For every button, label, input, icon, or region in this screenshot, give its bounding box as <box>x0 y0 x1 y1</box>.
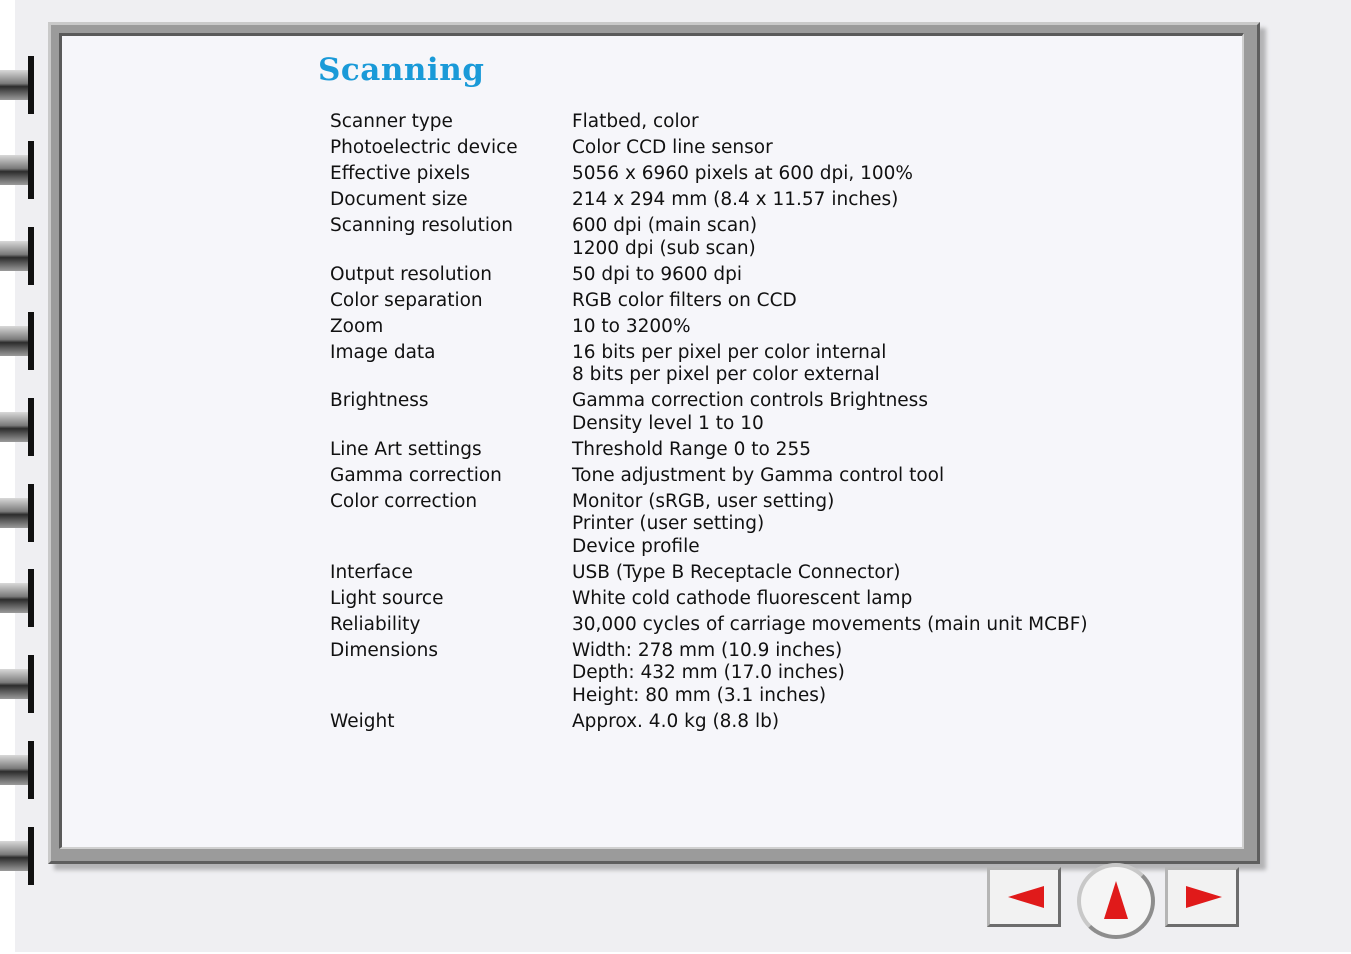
binder-ring <box>0 141 34 199</box>
spec-label: Gamma correction <box>330 464 502 486</box>
spec-values <box>572 562 1090 585</box>
spec-label: Color correction <box>330 490 478 512</box>
spec-value: Color CCD line sensor <box>572 137 773 158</box>
binder-ring <box>0 227 34 285</box>
spec-row <box>330 290 1090 313</box>
previous-page-button[interactable] <box>987 867 1061 927</box>
spec-label: Scanner type <box>330 111 453 132</box>
binder-ring <box>0 827 34 885</box>
spec-label: Line Art settings <box>330 438 482 460</box>
spec-value: Approx. 4.0 kg (8.8 lb) <box>572 710 780 732</box>
up-button[interactable] <box>1077 863 1155 939</box>
spec-value: 10 to 3200% <box>572 315 691 337</box>
spec-row <box>330 390 1090 435</box>
spec-values <box>572 640 1090 708</box>
spec-values <box>572 390 1090 435</box>
spec-value: 5056 x 6960 pixels at 600 dpi, 100% <box>572 163 913 184</box>
spec-label: Brightness <box>330 390 429 411</box>
spec-row <box>330 137 1090 160</box>
spec-value: Height: 80 mm (3.1 inches) <box>572 684 827 706</box>
spec-values <box>572 290 1090 313</box>
spec-row <box>330 189 1090 212</box>
spec-value: Monitor (sRGB, user setting) <box>572 490 835 512</box>
spec-label: Dimensions <box>330 639 438 661</box>
spec-values <box>572 439 1090 462</box>
spec-row <box>330 711 1090 734</box>
spec-label: Zoom <box>330 315 384 337</box>
spec-value: Device profile <box>572 535 700 557</box>
spec-label: Color separation <box>330 289 483 311</box>
spec-row <box>330 562 1090 585</box>
spec-values <box>572 111 1090 134</box>
spec-row <box>330 465 1090 488</box>
spec-row <box>330 439 1090 462</box>
binder-ring <box>0 398 34 456</box>
spec-values <box>572 215 1090 260</box>
spec-values <box>572 342 1090 387</box>
spec-row <box>330 342 1090 387</box>
spec-values <box>572 465 1090 488</box>
spec-value: 1200 dpi (sub scan) <box>572 237 756 259</box>
binder-ring <box>0 56 34 114</box>
spec-values <box>572 163 1090 186</box>
spec-label: Output resolution <box>330 263 492 285</box>
spec-row <box>330 491 1090 559</box>
spec-label: Reliability <box>330 613 421 635</box>
spec-value: Gamma correction controls Brightness <box>572 390 928 411</box>
spec-label: Scanning resolution <box>330 215 514 236</box>
spec-label: Weight <box>330 710 395 732</box>
spec-label: Photoelectric device <box>330 137 518 158</box>
spec-label: Interface <box>330 561 413 583</box>
spec-value: 16 bits per pixel per color internal <box>572 341 887 363</box>
spec-label: Light source <box>330 587 444 609</box>
spec-row <box>330 614 1090 637</box>
page-title: Scanning <box>318 52 485 88</box>
spec-value: Threshold Range 0 to 255 <box>572 438 811 460</box>
spec-row <box>330 640 1090 708</box>
binder-ring <box>0 312 34 370</box>
binder-ring <box>0 569 34 627</box>
spec-row <box>330 215 1090 260</box>
spec-values <box>572 137 1090 160</box>
spec-value: Depth: 432 mm (17.0 inches) <box>572 662 845 683</box>
arrow-right-icon <box>1186 886 1222 908</box>
spec-values <box>572 189 1090 212</box>
binder-ring <box>0 655 34 713</box>
spec-value: 214 x 294 mm (8.4 x 11.57 inches) <box>572 189 899 210</box>
arrow-left-icon <box>1008 886 1044 908</box>
next-page-button[interactable] <box>1165 867 1239 927</box>
spec-values <box>572 264 1090 287</box>
spec-values <box>572 316 1090 339</box>
spec-value: Density level 1 to 10 <box>572 412 764 434</box>
spec-value: Printer (user setting) <box>572 513 765 534</box>
spec-value: Tone adjustment by Gamma control tool <box>572 464 945 486</box>
spec-value: 30,000 cycles of carriage movements (main unit MCBF) <box>572 613 1088 635</box>
spec-values <box>572 711 1090 734</box>
binder-ring <box>0 741 34 799</box>
spec-value: 50 dpi to 9600 dpi <box>572 263 742 285</box>
spec-row <box>330 163 1090 186</box>
arrow-up-icon <box>1104 881 1128 919</box>
spec-table <box>330 111 1090 737</box>
spec-label: Effective pixels <box>330 163 471 184</box>
spec-label: Document size <box>330 189 468 210</box>
spec-value: 600 dpi (main scan) <box>572 215 758 236</box>
spec-value: Width: 278 mm (10.9 inches) <box>572 639 843 661</box>
binder-ring <box>0 484 34 542</box>
spec-value: 8 bits per pixel per color external <box>572 364 880 385</box>
spec-values <box>572 491 1090 559</box>
spec-value: White cold cathode fluorescent lamp <box>572 587 913 609</box>
spec-row <box>330 264 1090 287</box>
spec-values <box>572 614 1090 637</box>
spec-value: RGB color filters on CCD <box>572 289 797 311</box>
spec-value: Flatbed, color <box>572 111 699 132</box>
spec-label: Image data <box>330 341 436 363</box>
spec-values <box>572 588 1090 611</box>
spec-row <box>330 111 1090 134</box>
spec-row <box>330 316 1090 339</box>
spec-row <box>330 588 1090 611</box>
spec-value: USB (Type B Receptacle Connector) <box>572 561 901 583</box>
